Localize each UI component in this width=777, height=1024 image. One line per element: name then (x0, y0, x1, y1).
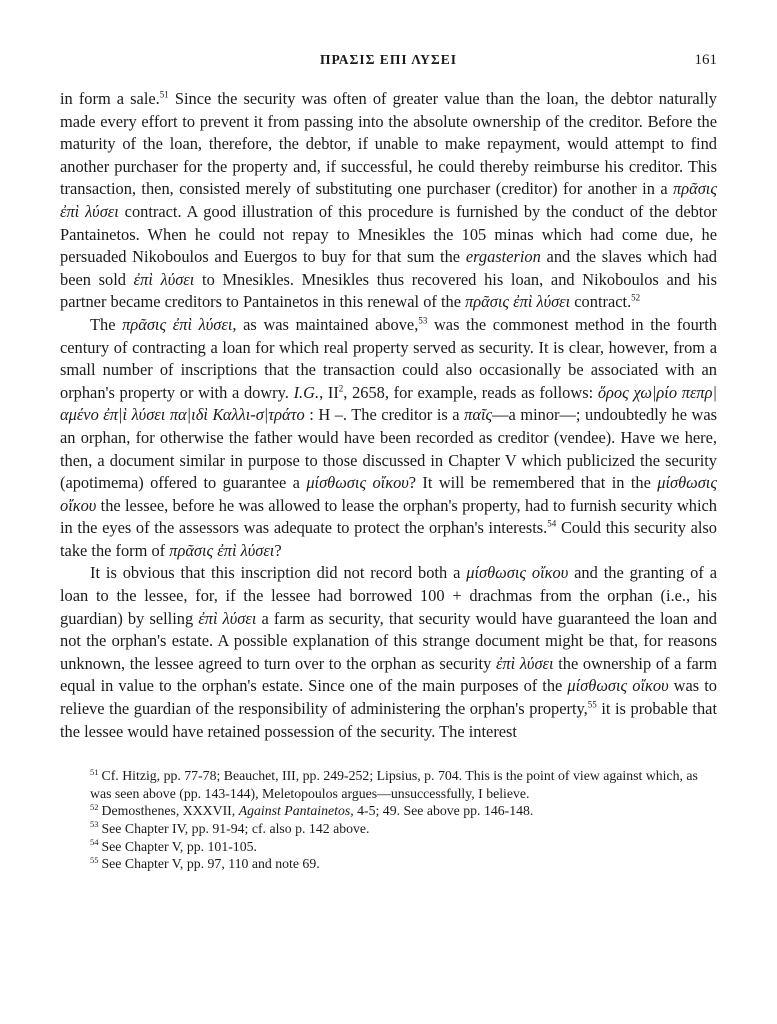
footnote-number: 54 (90, 837, 99, 847)
text-run: See Chapter V, pp. 97, 110 and note 69. (101, 856, 320, 872)
body-text (60, 88, 717, 743)
footnote-ref: 53 (418, 315, 428, 326)
footnote-number: 55 (90, 854, 99, 865)
italic-term: I.G. (293, 382, 320, 402)
text-run: See Chapter V, pp. 101-105. (101, 838, 257, 854)
footnote-55 (90, 855, 717, 873)
greek-term: πρᾶσις ἐπὶ λύσει (122, 314, 233, 334)
text-run: and the granting of a loan to the lessee, for, if the lessee had borrowed 100 + drachmas from the orphan (i.e., his guardian) by selling (60, 563, 717, 628)
text-run: the lessee, before he was allowed to lease the orphan's property, had to furnish security which in the eyes of the assessors was adequate to protect the orphan's interests. (60, 495, 717, 538)
text-run: was to relieve the guardian of the responsibility of administering the orphan's property, (60, 676, 718, 719)
footnote-ref: 52 (631, 292, 641, 303)
greek-term: μίσθωσις οἴκου (306, 473, 409, 493)
text-run: , as was maintained above, (232, 314, 419, 334)
greek-term: ἐπὶ λύσει (133, 269, 195, 289)
footnote-ref: 2 (338, 383, 344, 394)
greek-term: πρᾶσις ἐπὶ λύσει (169, 540, 275, 560)
greek-term: ὅρος χω|ρίο πεπρ|αμένο ἐπ|ὶ λύσει πα|ιδὶ Καλλι-σ|τράτο (60, 382, 717, 425)
paragraph-2 (60, 314, 717, 563)
text-run: in form a sale. (60, 89, 160, 108)
greek-term: ἐπὶ λύσει (198, 608, 257, 628)
text-run: Demosthenes, XXXVII, (101, 803, 239, 819)
greek-term: πρᾶσις ἐπὶ λύσει (60, 179, 717, 221)
text-run: It is obvious that this inscription did not record both a (90, 563, 467, 583)
italic-term: Against Pantainetos (238, 803, 351, 819)
footnote-ref: 51 (159, 89, 169, 100)
text-run: Since the security was often of greater value than the loan, the debtor naturally made every effort to prevent it from passing into the absolute ownership of the creditor. Before the maturity of the loan, therefore, the debtor, if unable to make repayment, would attempt to find another purchaser for the property and, if successful, he could thereby reimburse his creditor. This transaction, then, consisted merely of substituting one purchaser (creditor) for another in a (60, 89, 717, 199)
greek-term: παῖς (464, 405, 493, 425)
text-run: and the slaves which had been sold (60, 247, 717, 289)
italic-term: ergasterion (465, 247, 541, 267)
page-header (60, 52, 717, 74)
footnote-51 (90, 767, 717, 802)
text-run: , II (319, 382, 339, 402)
text-run: : H –. The creditor is a (304, 405, 465, 425)
text-run: See Chapter IV, pp. 91-94; cf. also p. 142 above. (101, 821, 370, 836)
footnote-52 (90, 802, 717, 820)
footnote-ref: 54 (547, 518, 557, 529)
footnote-number: 51 (90, 766, 99, 777)
text-run: a farm as security, that security would have guaranteed the loan and not the orphan's estate. A possible explanation of this strange document might be that, for reasons unknown, the lessee agreed to turn over to the orphan as security (60, 608, 717, 673)
running-title: ΠΡΑΣΙΣ ΕΠΙ ΛΥΣΕΙ (320, 52, 457, 67)
text-run: was the commonest method in the fourth century of contracting a loan for which real property served as security. It is clear, however, from a small number of inscriptions that the transaction could also occasionally be associated with an orphan's property or with a dowry. (60, 314, 717, 402)
text-run: to Mnesikles. Mnesikles thus recovered his loan, and Nikoboulos and his partner became creditors to Pantainetos in this renewal of the (60, 269, 717, 312)
text-run: ? (274, 540, 282, 560)
greek-term: μίσθωσις οἴκου (567, 676, 669, 696)
footnote-53 (90, 820, 717, 838)
footnotes (60, 767, 717, 873)
text-run: ? It will be remembered that in the (408, 473, 658, 493)
text-run: Could this security also take the form of (60, 518, 717, 560)
text-run: contract. (570, 292, 632, 312)
footnote-number: 53 (90, 819, 99, 830)
greek-term: πρᾶσις ἐπὶ λύσει (465, 292, 571, 312)
text-run: —a minor—; undoubtedly he was an orphan, for otherwise the father would have been recorded as creditor (vendee). Have we here, then, a document similar in purpose to those discussed in Chapter V which publicized the security (apotimema) offered to guarantee a (60, 405, 718, 493)
footnote-54 (90, 838, 717, 856)
text-run: it is probable that the lessee would have retained possession of the security. The interest (60, 699, 717, 741)
footnote-ref: 55 (587, 699, 597, 710)
text-run: , 4-5; 49. See above pp. 146-148. (350, 803, 534, 819)
greek-term: μίσθωσις οἴκου (60, 473, 718, 515)
text-run: Cf. Hitzig, pp. 77-78; Beauchet, III, pp. 249-252; Lipsius, p. 704. This is the point of view against which, as was seen above (pp. 143-144), Meletopoulos argues—unsuccessfully, I believe. (90, 768, 698, 801)
text-run: the ownership of a farm equal in value to the orphan's estate. Since one of the main purposes of the (60, 653, 718, 696)
footnote-number: 52 (90, 801, 99, 812)
paragraph-1 (60, 88, 717, 314)
page-number: 161 (694, 52, 717, 68)
greek-term: μίσθωσις οἴκου (466, 563, 569, 583)
text-run: contract. A good illustration of this procedure is furnished by the conduct of the debtor Pantainetos. When he could not repay to Mnesikles the 105 minas which had come due, he persuaded Nikoboulos and Euergos to buy for that sum the (60, 201, 718, 267)
paragraph-3 (60, 562, 717, 743)
text-run: , 2658, for example, reads as follows: (343, 382, 598, 402)
greek-term: ἐπὶ λύσει (495, 653, 554, 673)
text-run: The (90, 314, 123, 334)
